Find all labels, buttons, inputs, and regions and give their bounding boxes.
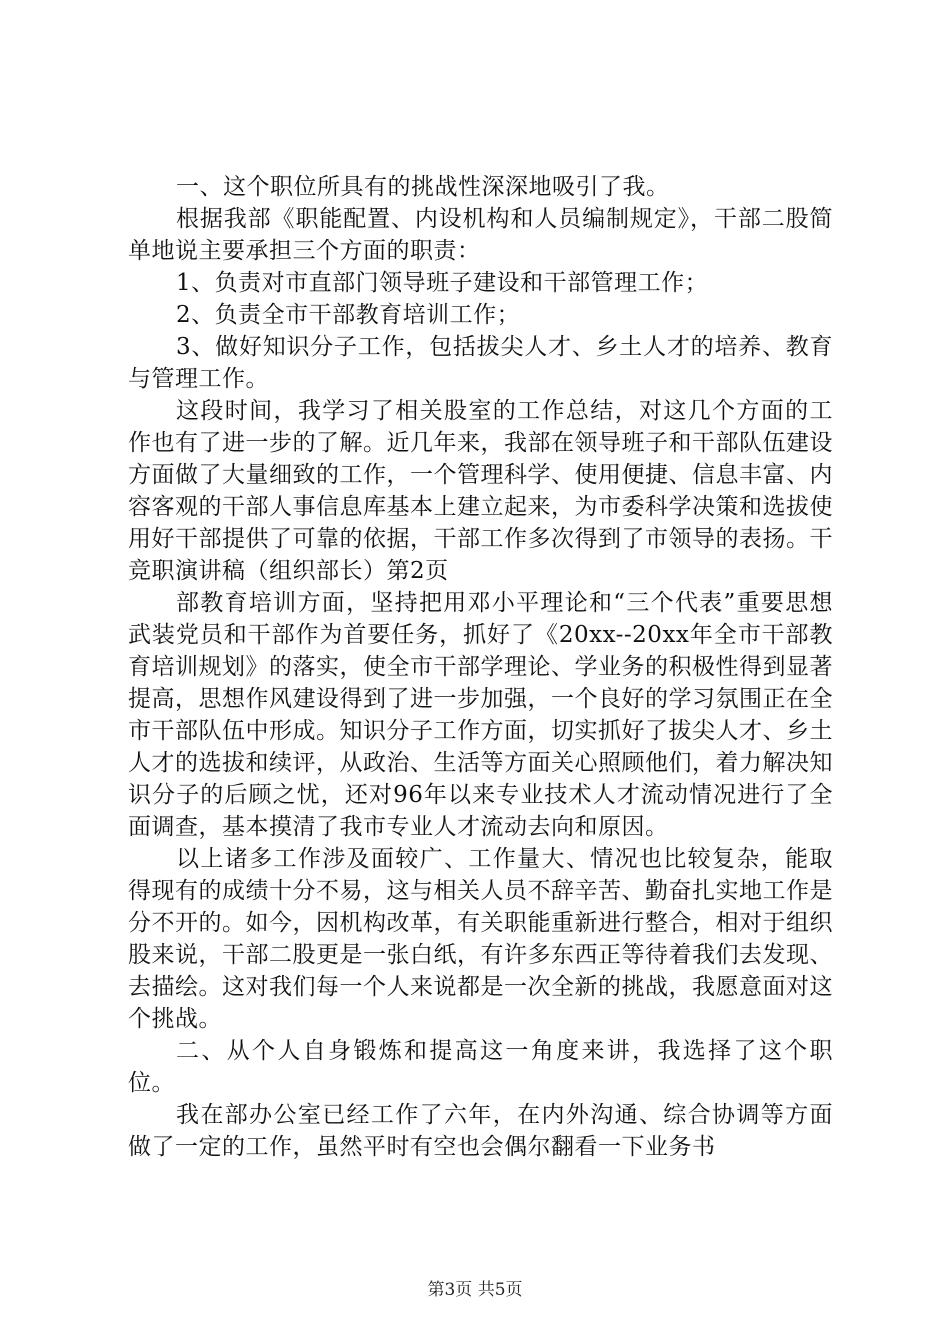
paragraph-duty-1: 1、负责对市直部门领导班子建设和干部管理工作； [176,270,709,296]
paragraph-education-training: 部教育培训方面，坚持把用邓小平理论和“三个代表”重要思想武装党员和干部作为首要任务，抓好了《20xx--20xx年全市干部教育培训规划》的落实，使全市干部学理论、学业务的积极性得到显著提高，思想作风建设得到了进一步加强，一个良好的学习氛围正在全市干部队伍中形成。知识分子工作方面，切实抓好了拔尖人才、乡土人才的选拔和续评，从政治、生活等方面关心照顾他们，着力解决知识分子的后顾之忧，还对96年以来专业技术人才流动情况进行了全面调查，基本摸清了我市专业人才流动去向和原因。 [128,590,833,840]
paragraph-personal-experience: 我在部办公室已经工作了六年，在内外沟通、综合协调等方面做了一定的工作，虽然平时有空也会偶尔翻看一下业务书 [128,1102,833,1160]
paragraph-duty-3: 3、做好知识分子工作，包括拔尖人才、乡土人才的培养、教育与管理工作。 [128,334,833,392]
page-footer: 第3页 共5页 [427,1280,523,1300]
document-body [128,171,833,1163]
paragraph-section-one-heading: 一、这个职位所具有的挑战性深深地吸引了我。 [176,174,670,200]
paragraph-challenge: 以上诸多工作涉及面较广、工作量大、情况也比较复杂，能取得现有的成绩十分不易，这与相关人员不辞辛苦、勤奋扎实地工作是分不开的。如今，因机构改革，有关职能重新进行整合，相对于组织股来说，干部二股更是一张白纸，有许多东西正等待着我们去发现、去描绘。这对我们每一个人来说都是一次全新的挑战，我愿意面对这个挑战。 [128,846,833,1032]
paragraph-duties-intro: 根据我部《职能配置、内设机构和人员编制规定》，干部二股简单地说主要承担三个方面的职责： [128,206,833,264]
paragraph-recent-work: 这段时间，我学习了相关股室的工作总结，对这几个方面的工作也有了进一步的了解。近几年来，我部在领导班子和干部队伍建设方面做了大量细致的工作，一个管理科学、使用便捷、信息丰富、内容客观的干部人事信息库基本上建立起来，为市委科学决策和选拔使用好干部提供了可靠的依据，干部工作多次得到了市领导的表扬。干竞职演讲稿（组织部长）第2页 [128,398,833,584]
paragraph-section-two-heading: 二、从个人自身锻炼和提高这一角度来讲，我选择了这个职位。 [128,1038,833,1096]
paragraph-duty-2: 2、负责全市干部教育培训工作； [176,302,521,328]
